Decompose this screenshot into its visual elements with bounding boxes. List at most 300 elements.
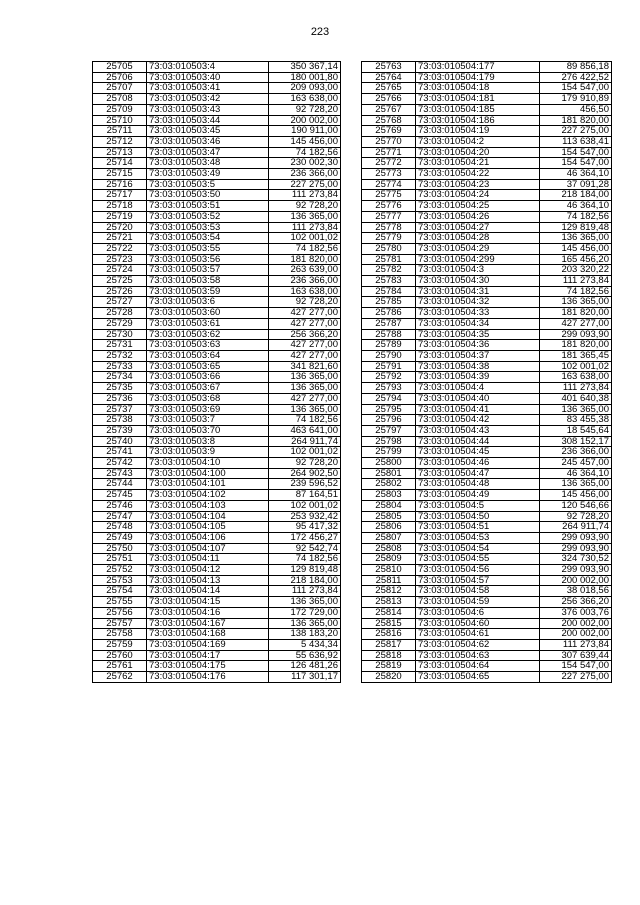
table-row <box>93 297 341 308</box>
cadastral-number-cell: 73:03:010503:45 <box>147 126 269 137</box>
table-row <box>362 265 612 276</box>
table-row <box>93 286 341 297</box>
table-row <box>93 629 341 640</box>
cadastral-number-cell: 73:03:010504:103 <box>147 500 269 511</box>
table-row <box>362 393 612 404</box>
value-cell: 154 547,00 <box>540 661 612 672</box>
value-cell: 218 184,00 <box>540 190 612 201</box>
table-row <box>362 201 612 212</box>
cadastral-number-cell: 73:03:010504:175 <box>147 661 269 672</box>
row-number-cell: 25713 <box>93 147 147 158</box>
value-cell: 256 366,20 <box>269 329 341 340</box>
table-row <box>93 490 341 501</box>
row-number-cell: 25757 <box>93 618 147 629</box>
row-number-cell: 25761 <box>93 661 147 672</box>
value-cell: 200 002,00 <box>540 618 612 629</box>
value-cell: 18 545,64 <box>540 425 612 436</box>
row-number-cell: 25771 <box>362 147 416 158</box>
table-row <box>93 393 341 404</box>
value-cell: 209 093,00 <box>269 83 341 94</box>
table-row <box>362 308 612 319</box>
table-row <box>362 211 612 222</box>
row-number-cell: 25741 <box>93 447 147 458</box>
value-cell: 276 422,52 <box>540 72 612 83</box>
row-number-cell: 25799 <box>362 447 416 458</box>
value-cell: 200 002,00 <box>540 629 612 640</box>
table-row <box>362 479 612 490</box>
value-cell: 102 001,02 <box>269 233 341 244</box>
value-cell: 299 093,90 <box>540 565 612 576</box>
table-row <box>362 243 612 254</box>
cadastral-number-cell: 73:03:010503:8 <box>147 436 269 447</box>
cadastral-number-cell: 73:03:010504:106 <box>147 532 269 543</box>
cadastral-number-cell: 73:03:010503:50 <box>147 190 269 201</box>
table-row <box>362 115 612 126</box>
table-row <box>93 565 341 576</box>
cadastral-number-cell: 73:03:010503:55 <box>147 243 269 254</box>
cadastral-number-cell: 73:03:010504:15 <box>147 597 269 608</box>
cadastral-number-cell: 73:03:010504:14 <box>147 586 269 597</box>
value-cell: 145 456,00 <box>540 243 612 254</box>
value-cell: 236 366,00 <box>269 276 341 287</box>
row-number-cell: 25714 <box>93 158 147 169</box>
table-row <box>362 222 612 233</box>
cadastral-number-cell: 73:03:010504:34 <box>416 318 540 329</box>
row-number-cell: 25742 <box>93 458 147 469</box>
table-row <box>362 639 612 650</box>
cadastral-number-cell: 73:03:010504:37 <box>416 350 540 361</box>
row-number-cell: 25709 <box>93 104 147 115</box>
cadastral-number-cell: 73:03:010504:28 <box>416 233 540 244</box>
value-cell: 92 728,20 <box>269 104 341 115</box>
row-number-cell: 25710 <box>93 115 147 126</box>
cadastral-number-cell: 73:03:010504:35 <box>416 329 540 340</box>
table-row <box>362 468 612 479</box>
cadastral-number-cell: 73:03:010503:61 <box>147 318 269 329</box>
cadastral-number-cell: 73:03:010503:65 <box>147 361 269 372</box>
value-cell: 239 596,52 <box>269 479 341 490</box>
value-cell: 113 638,41 <box>540 136 612 147</box>
value-cell: 401 640,38 <box>540 393 612 404</box>
cadastral-number-cell: 73:03:010504:18 <box>416 83 540 94</box>
value-cell: 92 728,20 <box>269 297 341 308</box>
table-row <box>93 340 341 351</box>
row-number-cell: 25718 <box>93 201 147 212</box>
value-cell: 136 365,00 <box>269 404 341 415</box>
value-cell: 200 002,00 <box>540 575 612 586</box>
row-number-cell: 25806 <box>362 522 416 533</box>
row-number-cell: 25790 <box>362 350 416 361</box>
row-number-cell: 25793 <box>362 383 416 394</box>
row-number-cell: 25773 <box>362 169 416 180</box>
cadastral-number-cell: 73:03:010503:48 <box>147 158 269 169</box>
value-cell: 136 365,00 <box>269 372 341 383</box>
table-row <box>93 436 341 447</box>
cadastral-number-cell: 73:03:010504:36 <box>416 340 540 351</box>
value-cell: 120 546,66 <box>540 500 612 511</box>
value-cell: 181 820,00 <box>269 254 341 265</box>
cadastral-number-cell: 73:03:010504:51 <box>416 522 540 533</box>
value-cell: 55 636,92 <box>269 650 341 661</box>
row-number-cell: 25764 <box>362 72 416 83</box>
table-row <box>93 169 341 180</box>
cadastral-number-cell: 73:03:010503:53 <box>147 222 269 233</box>
cadastral-number-cell: 73:03:010504:101 <box>147 479 269 490</box>
value-cell: 154 547,00 <box>540 83 612 94</box>
row-number-cell: 25755 <box>93 597 147 608</box>
table-row <box>362 661 612 672</box>
table-row <box>362 147 612 158</box>
table-row <box>93 190 341 201</box>
cadastral-number-cell: 73:03:010504:22 <box>416 169 540 180</box>
table-row <box>93 522 341 533</box>
value-cell: 299 093,90 <box>540 532 612 543</box>
cadastral-number-cell: 73:03:010504:40 <box>416 393 540 404</box>
table-row <box>362 597 612 608</box>
table-row <box>93 447 341 458</box>
cadastral-number-cell: 73:03:010504:176 <box>147 672 269 683</box>
cadastral-number-cell: 73:03:010504:49 <box>416 490 540 501</box>
cadastral-number-cell: 73:03:010504:45 <box>416 447 540 458</box>
table-row <box>93 639 341 650</box>
value-cell: 117 301,17 <box>269 672 341 683</box>
table-row <box>93 254 341 265</box>
value-cell: 136 365,00 <box>269 383 341 394</box>
cadastral-number-cell: 73:03:010504:17 <box>147 650 269 661</box>
table-row <box>93 318 341 329</box>
value-cell: 350 367,14 <box>269 62 341 73</box>
table-row <box>93 126 341 137</box>
cadastral-number-cell: 73:03:010504:6 <box>416 607 540 618</box>
table-row <box>362 425 612 436</box>
value-cell: 179 910,89 <box>540 94 612 105</box>
table-row <box>362 83 612 94</box>
row-number-cell: 25813 <box>362 597 416 608</box>
row-number-cell: 25784 <box>362 286 416 297</box>
cadastral-number-cell: 73:03:010503:56 <box>147 254 269 265</box>
row-number-cell: 25781 <box>362 254 416 265</box>
row-number-cell: 25788 <box>362 329 416 340</box>
table-row <box>362 340 612 351</box>
cadastral-number-cell: 73:03:010503:67 <box>147 383 269 394</box>
cadastral-number-cell: 73:03:010503:52 <box>147 211 269 222</box>
cadastral-number-cell: 73:03:010504:41 <box>416 404 540 415</box>
table-row <box>93 361 341 372</box>
row-number-cell: 25815 <box>362 618 416 629</box>
cadastral-number-cell: 73:03:010503:40 <box>147 72 269 83</box>
table-row <box>362 190 612 201</box>
value-cell: 227 275,00 <box>540 126 612 137</box>
cadastral-number-cell: 73:03:010504:20 <box>416 147 540 158</box>
value-cell: 74 182,56 <box>540 211 612 222</box>
value-cell: 172 729,00 <box>269 607 341 618</box>
table-row <box>93 532 341 543</box>
cadastral-number-cell: 73:03:010504:27 <box>416 222 540 233</box>
value-cell: 111 273,84 <box>540 383 612 394</box>
cadastral-number-cell: 73:03:010504:26 <box>416 211 540 222</box>
row-number-cell: 25807 <box>362 532 416 543</box>
table-row <box>93 554 341 565</box>
cadastral-number-cell: 73:03:010503:66 <box>147 372 269 383</box>
table-right <box>361 61 612 683</box>
value-cell: 102 001,02 <box>269 500 341 511</box>
row-number-cell: 25756 <box>93 607 147 618</box>
table-row <box>362 415 612 426</box>
row-number-cell: 25804 <box>362 500 416 511</box>
cadastral-number-cell: 73:03:010504:24 <box>416 190 540 201</box>
cadastral-number-cell: 73:03:010504:21 <box>416 158 540 169</box>
value-cell: 427 277,00 <box>269 318 341 329</box>
row-number-cell: 25772 <box>362 158 416 169</box>
row-number-cell: 25765 <box>362 83 416 94</box>
row-number-cell: 25783 <box>362 276 416 287</box>
cadastral-number-cell: 73:03:010503:42 <box>147 94 269 105</box>
value-cell: 163 638,00 <box>269 286 341 297</box>
row-number-cell: 25753 <box>93 575 147 586</box>
table-row <box>93 575 341 586</box>
value-cell: 46 364,10 <box>540 169 612 180</box>
row-number-cell: 25776 <box>362 201 416 212</box>
cadastral-number-cell: 73:03:010504:11 <box>147 554 269 565</box>
row-number-cell: 25750 <box>93 543 147 554</box>
cadastral-number-cell: 73:03:010504:177 <box>416 62 540 73</box>
cadastral-number-cell: 73:03:010504:43 <box>416 425 540 436</box>
row-number-cell: 25808 <box>362 543 416 554</box>
table-row <box>93 650 341 661</box>
table-row <box>362 607 612 618</box>
row-number-cell: 25763 <box>362 62 416 73</box>
cadastral-number-cell: 73:03:010504:25 <box>416 201 540 212</box>
table-row <box>93 511 341 522</box>
cadastral-number-cell: 73:03:010503:63 <box>147 340 269 351</box>
value-cell: 111 273,84 <box>540 639 612 650</box>
cadastral-number-cell: 73:03:010504:32 <box>416 297 540 308</box>
row-number-cell: 25816 <box>362 629 416 640</box>
row-number-cell: 25805 <box>362 511 416 522</box>
cadastral-number-cell: 73:03:010504:55 <box>416 554 540 565</box>
row-number-cell: 25760 <box>93 650 147 661</box>
table-row <box>93 115 341 126</box>
row-number-cell: 25794 <box>362 393 416 404</box>
cadastral-number-cell: 73:03:010504:58 <box>416 586 540 597</box>
row-number-cell: 25758 <box>93 629 147 640</box>
value-cell: 92 728,20 <box>269 458 341 469</box>
table-row <box>362 286 612 297</box>
value-cell: 37 091,28 <box>540 179 612 190</box>
cadastral-number-cell: 73:03:010504:42 <box>416 415 540 426</box>
row-number-cell: 25812 <box>362 586 416 597</box>
table-row <box>362 372 612 383</box>
table-row <box>93 672 341 683</box>
table-row <box>362 62 612 73</box>
value-cell: 87 164,51 <box>269 490 341 501</box>
cadastral-number-cell: 73:03:010504:12 <box>147 565 269 576</box>
row-number-cell: 25786 <box>362 308 416 319</box>
value-cell: 456,50 <box>540 104 612 115</box>
value-cell: 145 456,00 <box>269 136 341 147</box>
value-cell: 92 728,20 <box>540 511 612 522</box>
row-number-cell: 25792 <box>362 372 416 383</box>
value-cell: 165 456,20 <box>540 254 612 265</box>
row-number-cell: 25743 <box>93 468 147 479</box>
row-number-cell: 25711 <box>93 126 147 137</box>
table-row <box>362 94 612 105</box>
value-cell: 46 364,10 <box>540 468 612 479</box>
value-cell: 181 820,00 <box>540 340 612 351</box>
cadastral-number-cell: 73:03:010504:57 <box>416 575 540 586</box>
table-row <box>93 104 341 115</box>
value-cell: 163 638,00 <box>540 372 612 383</box>
table-row <box>362 72 612 83</box>
row-number-cell: 25738 <box>93 415 147 426</box>
cadastral-number-cell: 73:03:010504:44 <box>416 436 540 447</box>
value-cell: 136 365,00 <box>540 297 612 308</box>
value-cell: 463 641,00 <box>269 425 341 436</box>
table-row <box>362 329 612 340</box>
row-number-cell: 25715 <box>93 169 147 180</box>
row-number-cell: 25775 <box>362 190 416 201</box>
table-row <box>93 147 341 158</box>
table-row <box>362 629 612 640</box>
value-cell: 74 182,56 <box>269 243 341 254</box>
value-cell: 74 182,56 <box>269 554 341 565</box>
table-row <box>93 158 341 169</box>
table-row <box>93 276 341 287</box>
value-cell: 74 182,56 <box>269 147 341 158</box>
table-row <box>93 458 341 469</box>
table-row <box>93 586 341 597</box>
cadastral-number-cell: 73:03:010503:59 <box>147 286 269 297</box>
value-cell: 102 001,02 <box>540 361 612 372</box>
cadastral-number-cell: 73:03:010504:4 <box>416 383 540 394</box>
row-number-cell: 25731 <box>93 340 147 351</box>
row-number-cell: 25726 <box>93 286 147 297</box>
value-cell: 163 638,00 <box>269 94 341 105</box>
cadastral-number-cell: 73:03:010504:39 <box>416 372 540 383</box>
row-number-cell: 25706 <box>93 72 147 83</box>
row-number-cell: 25751 <box>93 554 147 565</box>
cadastral-number-cell: 73:03:010503:6 <box>147 297 269 308</box>
row-number-cell: 25730 <box>93 329 147 340</box>
value-cell: 38 018,56 <box>540 586 612 597</box>
row-number-cell: 25716 <box>93 179 147 190</box>
value-cell: 236 366,00 <box>540 447 612 458</box>
cadastral-number-cell: 73:03:010504:62 <box>416 639 540 650</box>
value-cell: 102 001,02 <box>269 447 341 458</box>
table-row <box>362 672 612 683</box>
value-cell: 308 152,17 <box>540 436 612 447</box>
row-number-cell: 25736 <box>93 393 147 404</box>
table-row <box>362 318 612 329</box>
value-cell: 129 819,48 <box>269 565 341 576</box>
value-cell: 245 457,00 <box>540 458 612 469</box>
row-number-cell: 25759 <box>93 639 147 650</box>
row-number-cell: 25809 <box>362 554 416 565</box>
table-row <box>362 361 612 372</box>
cadastral-number-cell: 73:03:010504:105 <box>147 522 269 533</box>
table-row <box>362 297 612 308</box>
value-cell: 227 275,00 <box>269 179 341 190</box>
value-cell: 136 365,00 <box>540 233 612 244</box>
cadastral-number-cell: 73:03:010504:102 <box>147 490 269 501</box>
table-row <box>362 532 612 543</box>
row-number-cell: 25724 <box>93 265 147 276</box>
cadastral-number-cell: 73:03:010504:33 <box>416 308 540 319</box>
value-cell: 376 003,76 <box>540 607 612 618</box>
row-number-cell: 25722 <box>93 243 147 254</box>
row-number-cell: 25802 <box>362 479 416 490</box>
cadastral-number-cell: 73:03:010504:179 <box>416 72 540 83</box>
cadastral-number-cell: 73:03:010504:168 <box>147 629 269 640</box>
value-cell: 264 911,74 <box>540 522 612 533</box>
value-cell: 341 821,60 <box>269 361 341 372</box>
table-row <box>93 543 341 554</box>
table-row <box>362 554 612 565</box>
cadastral-number-cell: 73:03:010504:63 <box>416 650 540 661</box>
row-number-cell: 25744 <box>93 479 147 490</box>
table-row <box>93 479 341 490</box>
cadastral-number-cell: 73:03:010504:5 <box>416 500 540 511</box>
cadastral-number-cell: 73:03:010504:23 <box>416 179 540 190</box>
table-row <box>93 618 341 629</box>
row-number-cell: 25798 <box>362 436 416 447</box>
cadastral-number-cell: 73:03:010504:167 <box>147 618 269 629</box>
table-row <box>93 383 341 394</box>
row-number-cell: 25818 <box>362 650 416 661</box>
table-row <box>362 490 612 501</box>
row-number-cell: 25817 <box>362 639 416 650</box>
row-number-cell: 25801 <box>362 468 416 479</box>
table-row <box>362 447 612 458</box>
row-number-cell: 25770 <box>362 136 416 147</box>
cadastral-number-cell: 73:03:010504:13 <box>147 575 269 586</box>
table-row <box>362 543 612 554</box>
cadastral-number-cell: 73:03:010504:65 <box>416 672 540 683</box>
cadastral-number-cell: 73:03:010504:185 <box>416 104 540 115</box>
value-cell: 307 639,44 <box>540 650 612 661</box>
value-cell: 89 856,18 <box>540 62 612 73</box>
cadastral-number-cell: 73:03:010504:2 <box>416 136 540 147</box>
value-cell: 83 455,38 <box>540 415 612 426</box>
cadastral-number-cell: 73:03:010503:64 <box>147 350 269 361</box>
cadastral-number-cell: 73:03:010504:3 <box>416 265 540 276</box>
table-row <box>362 276 612 287</box>
table-row <box>362 522 612 533</box>
row-number-cell: 25747 <box>93 511 147 522</box>
value-cell: 180 001,80 <box>269 72 341 83</box>
row-number-cell: 25779 <box>362 233 416 244</box>
value-cell: 264 911,74 <box>269 436 341 447</box>
value-cell: 190 911,00 <box>269 126 341 137</box>
row-number-cell: 25814 <box>362 607 416 618</box>
value-cell: 253 932,42 <box>269 511 341 522</box>
cadastral-number-cell: 73:03:010504:104 <box>147 511 269 522</box>
cadastral-number-cell: 73:03:010503:69 <box>147 404 269 415</box>
cadastral-number-cell: 73:03:010503:46 <box>147 136 269 147</box>
table-row <box>93 607 341 618</box>
cadastral-number-cell: 73:03:010503:49 <box>147 169 269 180</box>
value-cell: 218 184,00 <box>269 575 341 586</box>
cadastral-number-cell: 73:03:010504:56 <box>416 565 540 576</box>
table-row <box>362 618 612 629</box>
value-cell: 324 730,52 <box>540 554 612 565</box>
row-number-cell: 25712 <box>93 136 147 147</box>
table-row <box>362 126 612 137</box>
value-cell: 299 093,90 <box>540 329 612 340</box>
row-number-cell: 25717 <box>93 190 147 201</box>
row-number-cell: 25721 <box>93 233 147 244</box>
table-row <box>93 211 341 222</box>
